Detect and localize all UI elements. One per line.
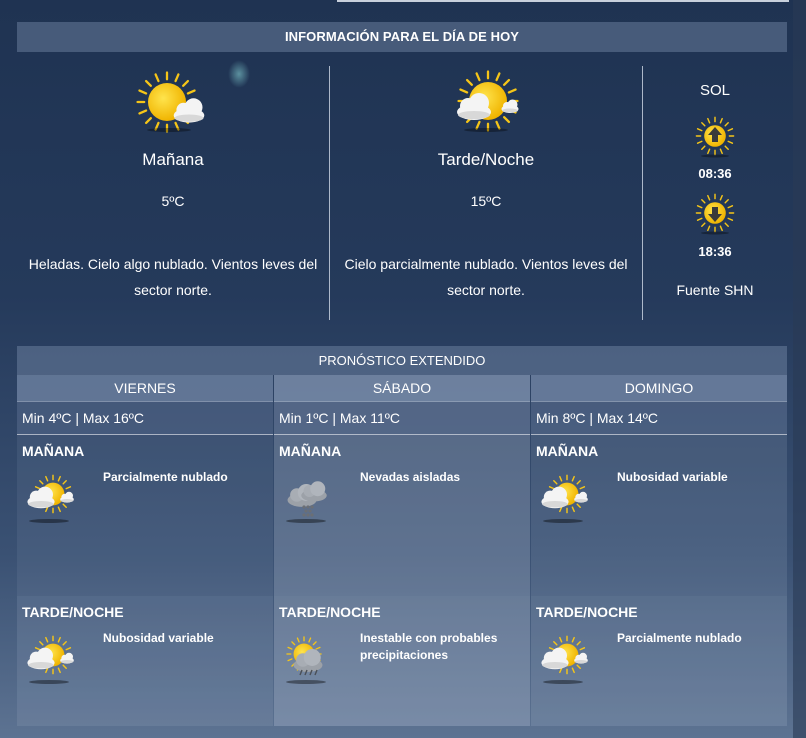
morning-title: Mañana <box>142 150 204 169</box>
slot-description: Nubosidad variable <box>103 631 214 645</box>
day-column-viernes <box>17 375 273 726</box>
afternoon-temp: 15ºC <box>470 193 502 209</box>
top-divider-line <box>337 0 789 2</box>
night-slot <box>531 596 787 726</box>
slot-description: Parcialmente nublado <box>103 470 228 484</box>
right-scrollbar-strip <box>793 0 806 738</box>
source-label: Fuente SHN <box>676 282 754 298</box>
cloud-sun-icon <box>535 634 595 690</box>
night-slot <box>274 596 530 726</box>
morning-slot <box>17 435 273 596</box>
today-morning <box>17 62 329 318</box>
day-minmax: Min 4ºC | Max 16ºC <box>17 402 273 435</box>
cloud-sun-icon <box>21 634 81 690</box>
morning-slot <box>531 435 787 596</box>
snow-cloud-icon <box>278 473 338 529</box>
sunset-icon <box>693 193 737 235</box>
sun-cloud-icon <box>135 68 211 134</box>
day-column-sabado <box>274 375 530 726</box>
day-name: DOMINGO <box>531 375 787 402</box>
cloud-sun-icon <box>535 473 595 529</box>
today-panel <box>17 62 787 324</box>
afternoon-title: Tarde/Noche <box>437 150 535 169</box>
cloud-sun-icon <box>21 473 81 529</box>
slot-description: Inestable con probables precipitaciones <box>360 631 498 662</box>
rain-cloud-sun-icon <box>278 634 338 690</box>
sunset-time: 18:36 <box>698 244 732 259</box>
slot-title: MAÑANA <box>22 443 85 459</box>
slot-title: MAÑANA <box>279 443 342 459</box>
sunrise-icon <box>693 116 737 158</box>
slot-title: TARDE/NOCHE <box>279 604 381 620</box>
day-name: SÁBADO <box>274 375 530 402</box>
day-name: VIERNES <box>17 375 273 402</box>
morning-slot <box>274 435 530 596</box>
morning-temp: 5ºC <box>161 193 185 209</box>
extended-forecast <box>17 346 787 726</box>
slot-description: Parcialmente nublado <box>617 631 742 645</box>
slot-title: MAÑANA <box>536 443 599 459</box>
extended-header: PRONÓSTICO EXTENDIDO <box>17 346 787 375</box>
slot-title: TARDE/NOCHE <box>536 604 638 620</box>
cloud-sun-icon <box>448 68 524 134</box>
night-slot <box>17 596 273 726</box>
day-minmax: Min 8ºC | Max 14ºC <box>531 402 787 435</box>
sun-info <box>643 62 787 318</box>
slot-title: TARDE/NOCHE <box>22 604 124 620</box>
slot-description: Nevadas aisladas <box>360 470 461 484</box>
morning-description: Heladas. Cielo algo nublado. Vientos leves del sector norte. <box>28 256 318 298</box>
afternoon-description: Cielo parcialmente nublado. Vientos leves del sector norte. <box>344 256 628 298</box>
sunrise-time: 08:36 <box>698 166 732 181</box>
today-header: INFORMACIÓN PARA EL DÍA DE HOY <box>17 22 787 52</box>
day-minmax: Min 1ºC | Max 11ºC <box>274 402 530 435</box>
day-column-domingo <box>531 375 787 726</box>
sun-title: SOL <box>699 82 730 99</box>
slot-description: Nubosidad variable <box>617 470 728 484</box>
today-afternoon <box>330 62 642 318</box>
